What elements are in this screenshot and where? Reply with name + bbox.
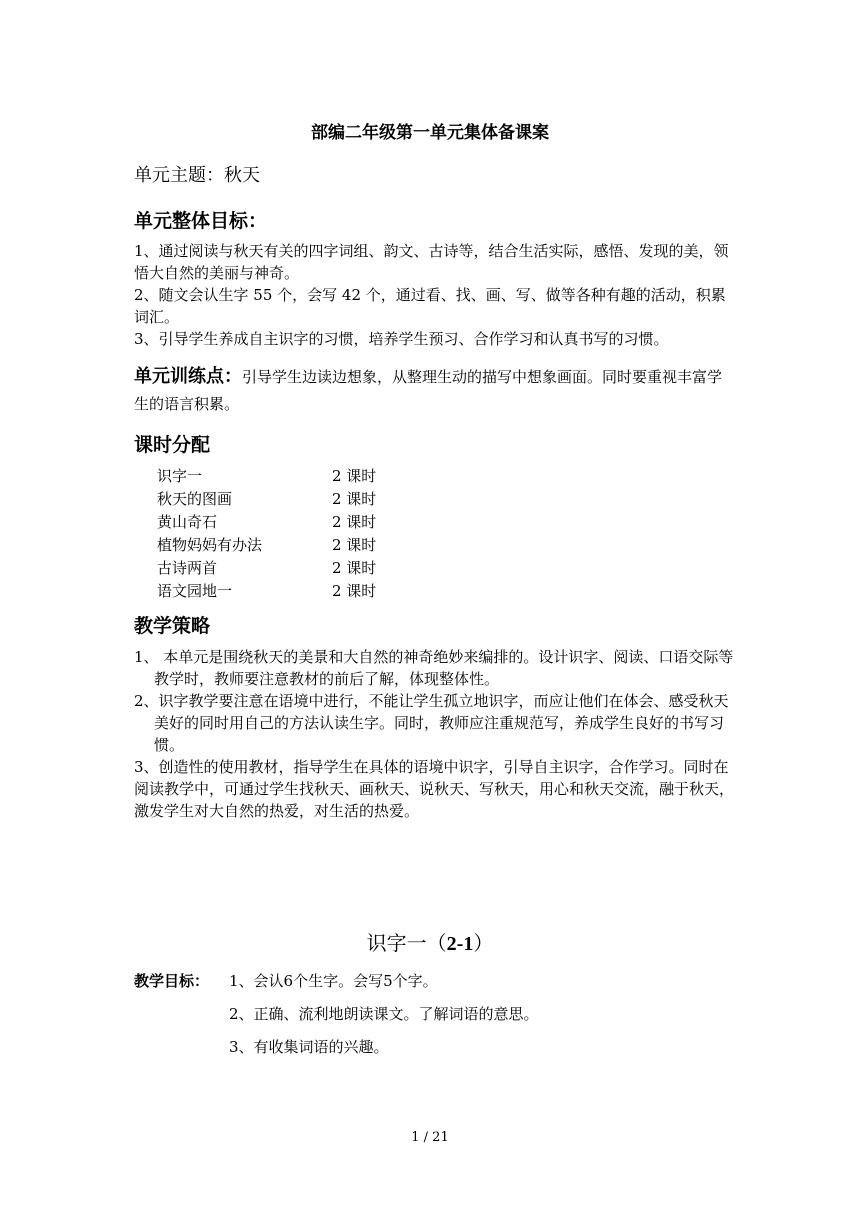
- schedule-row: [157, 465, 376, 488]
- lesson-title-code: 2-1: [446, 933, 474, 955]
- schedule-row: [157, 557, 376, 580]
- lesson-name: 秋天的图画: [157, 490, 233, 508]
- objective-item: 2、正确、流利地朗读课文。了解词语的意思。: [229, 1005, 539, 1023]
- lesson-name: 植物妈妈有办法: [157, 536, 263, 554]
- goal-item: 3、引导学生养成自主识字的习惯，培养学生预习、合作学习和认真书写的习惯。: [134, 330, 669, 348]
- schedule-row: [157, 511, 376, 534]
- strategy-item: 2、识字教学要注意在语境中进行，不能让学生孤立地识字，而应让他们在体会、感受秋天美好的同时用自己的方法认读生字。同时，教师应注重规范写，养成学生良好的书写习惯。: [134, 692, 729, 754]
- lesson-title-text: 识字一（: [366, 931, 447, 955]
- lesson-name: 黄山奇石: [157, 513, 218, 531]
- unit-theme: 单元主题：秋天: [134, 165, 260, 186]
- schedule-table: [157, 465, 376, 603]
- strategy-list: [134, 646, 734, 822]
- overall-goals-heading: 单元整体目标：: [134, 210, 268, 232]
- training-point-text: 引导学生边读边想象，从整理生动的描写中想象画面。同时要重视丰富学生的语言积累。: [134, 368, 723, 413]
- goal-item: 1、通过阅读与秋天有关的四字词组、韵文、古诗等，结合生活实际，感悟、发现的美，领悟大自然的美丽与神奇。: [134, 242, 729, 282]
- lesson-hours: 2 课时: [332, 582, 377, 600]
- schedule-row: [157, 580, 376, 603]
- lesson-title-end: ）: [473, 931, 494, 955]
- objectives-label: 教学目标：: [134, 972, 210, 990]
- page-number: 1 / 21: [411, 1130, 449, 1145]
- lesson-hours: 2 课时: [332, 559, 377, 577]
- schedule-row: [157, 488, 376, 511]
- strategy-item: 1、 本单元是围绕秋天的美景和大自然的神奇绝妙来编排的。设计识字、阅读、口语交际等教学时，教师要注意教材的前后了解，体现整体性。: [134, 648, 734, 688]
- document-title: 部编二年级第一单元集体备课案: [311, 123, 549, 143]
- goal-item: 2、随文会认生字 55 个，会写 42 个，通过看、找、画、写、做等各种有趣的活动，积累词汇。: [134, 286, 726, 326]
- objective-item: 1、会认6个生字。会写5个字。: [229, 972, 438, 990]
- lesson-hours: 2 课时: [332, 536, 377, 554]
- objective-item: 3、有收集词语的兴趣。: [229, 1038, 389, 1056]
- lesson-hours: 2 课时: [332, 467, 377, 485]
- strategy-item: 3、创造性的使用教材，指导学生在具体的语境中识字，引导自主识字，合作学习。同时在阅读教学中，可通过学生找秋天、画秋天、说秋天、写秋天，用心和秋天交流，融于秋天，激发学生对大自然的热爱，对生活的热爱。: [134, 758, 735, 820]
- lesson-title: [0, 927, 860, 956]
- lesson-name: 语文园地一: [157, 582, 233, 600]
- lesson-hours: 2 课时: [332, 513, 377, 531]
- lesson-name: 识字一: [157, 467, 203, 485]
- schedule-heading: 课时分配: [134, 434, 211, 456]
- strategy-heading: 教学策略: [134, 615, 211, 637]
- lesson-hours: 2 课时: [332, 490, 377, 508]
- training-point-label: 单元训练点：: [134, 366, 242, 387]
- schedule-row: [157, 534, 376, 557]
- training-point: [134, 363, 734, 418]
- lesson-name: 古诗两首: [157, 559, 218, 577]
- overall-goals-list: [134, 240, 734, 350]
